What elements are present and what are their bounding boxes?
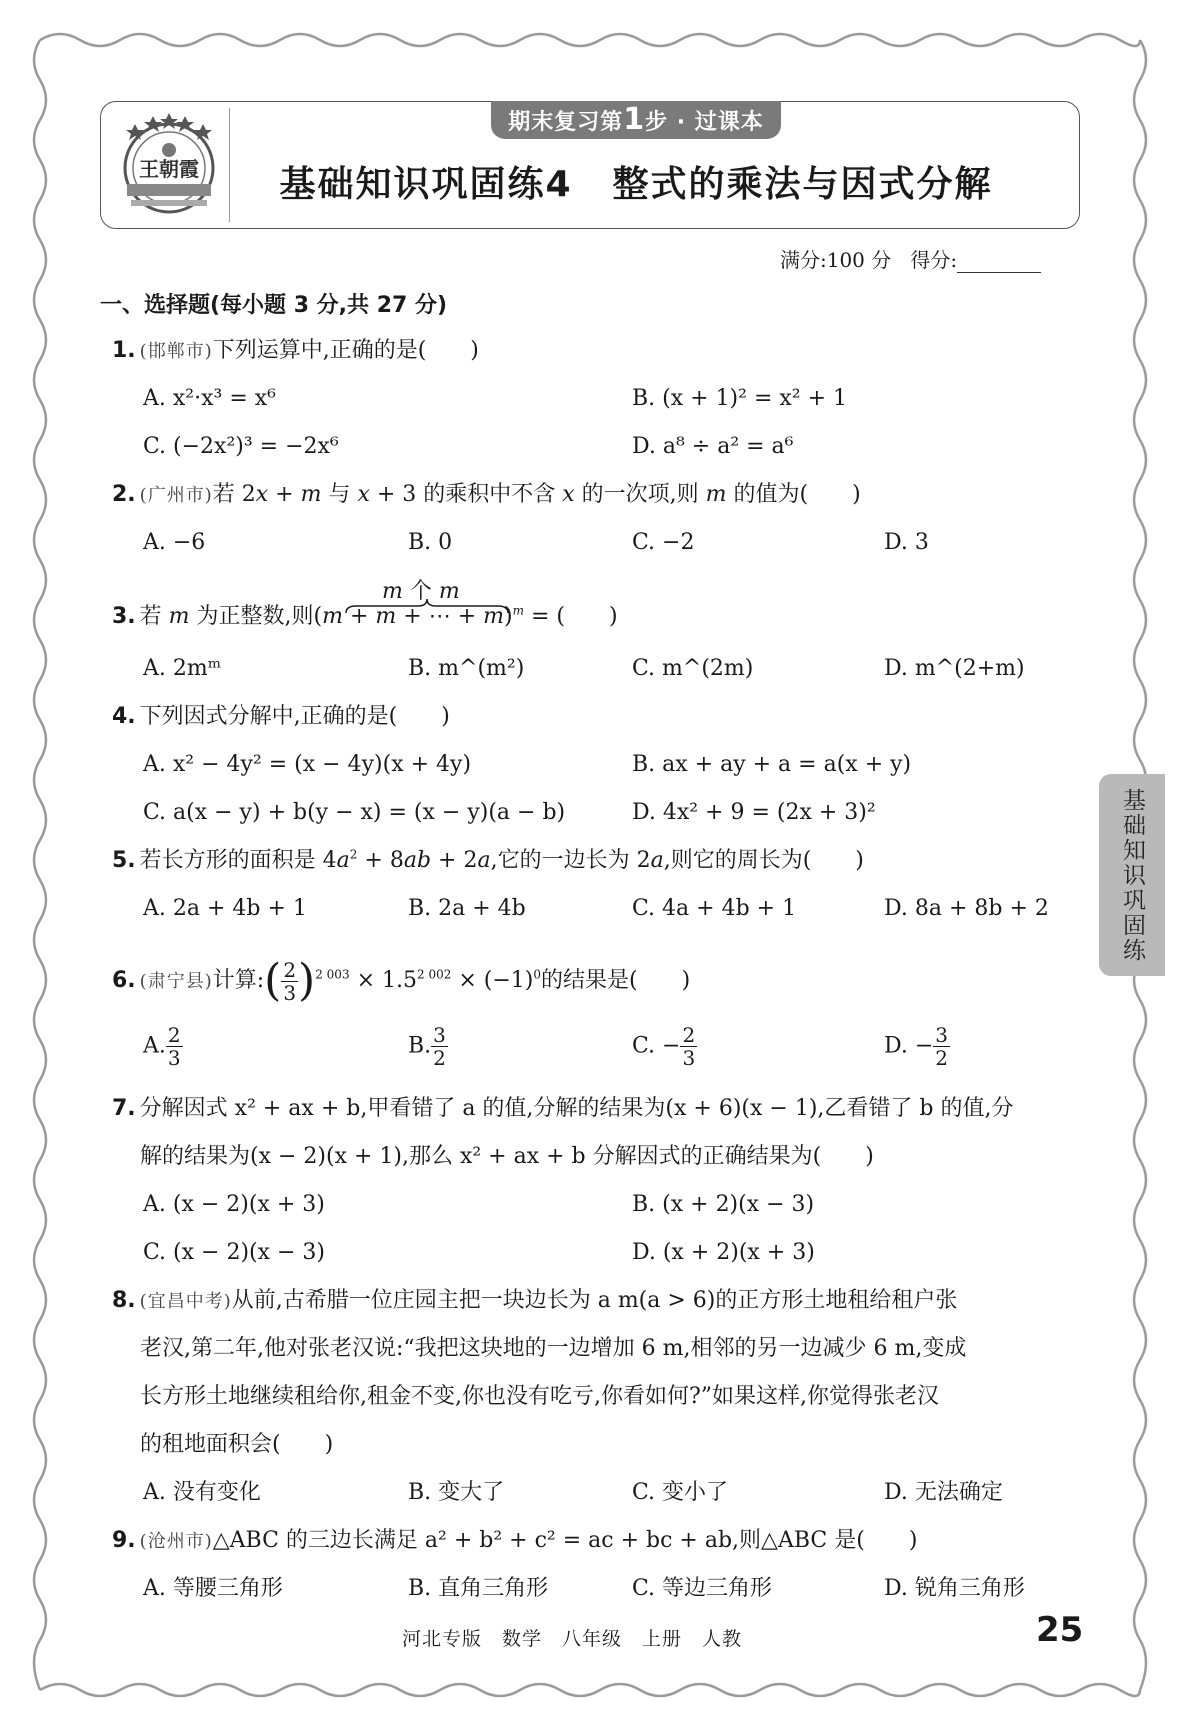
q3-option-a[interactable]: A. 2mᵐ: [143, 656, 222, 681]
q3-option-c[interactable]: C. m^(2m): [632, 656, 754, 681]
q4-option-b[interactable]: B. ax + ay + a = a(x + y): [632, 752, 912, 777]
q3-option-b[interactable]: B. m^(m²): [408, 656, 525, 681]
question-8-line-2: 老汉,第二年,他对张老汉说:“我把这块地的一边增加 6 m,相邻的另一边减少 6 m,变成: [140, 1336, 967, 1361]
q7-option-a[interactable]: A. (x − 2)(x + 3): [143, 1192, 325, 1217]
q1-option-b[interactable]: B. (x + 1)² = x² + 1: [632, 386, 848, 411]
q4-option-a[interactable]: A. x² − 4y² = (x − 4y)(x + 4y): [143, 752, 472, 777]
question-1: 1. (邯郸市)下列运算中,正确的是( ): [112, 338, 479, 363]
q5-option-d[interactable]: D. 8a + 8b + 2: [884, 896, 1049, 921]
page-number: 25: [1036, 1610, 1084, 1650]
page-title: 基础知识巩固练4 整式的乘法与因式分解: [279, 164, 993, 205]
question-4: 4. 下列因式分解中,正确的是( ): [112, 704, 450, 729]
question-8-line-4: 的租地面积会( ): [140, 1432, 334, 1457]
question-8-line-3: 长方形土地继续租给你,租金不变,你也没有吃亏,你看如何?”如果这样,你觉得张老汉: [140, 1384, 940, 1409]
question-8: 8. (宜昌中考)从前,古希腊一位庄园主把一块边长为 a m(a > 6)的正方形土地租给租户张: [112, 1288, 958, 1313]
q3-brace-label: m 个 m: [382, 579, 460, 604]
q6-option-a[interactable]: A. $\frac{2}{3}$: [143, 1023, 181, 1070]
q9-option-c[interactable]: C. 等边三角形: [632, 1576, 773, 1601]
q6-option-b[interactable]: B. $\frac{3}{2}$: [408, 1023, 446, 1070]
review-step-tab: 期末复习第1步 · 过课本: [491, 101, 781, 139]
question-3: 3. 若 m 为正整数,则(m + m + ⋯ + m)$^m$ = ( ): [112, 603, 618, 629]
q2-option-c[interactable]: C. −2: [632, 530, 695, 555]
question-5: 5. 若长方形的面积是 $4a^2 + 8ab + 2a$,它的一边长为 2a,则它的周长为( ): [112, 847, 864, 873]
question-2: 2. (广州市)若 2x + m 与 x + 3 的乘积中不含 x 的一次项,则 m 的值为( ): [112, 482, 861, 507]
question-7: 7. 分解因式 x² + ax + b,甲看错了 a 的值,分解的结果为(x + 6)(x − 1),乙看错了 b 的值,分: [112, 1096, 1014, 1121]
q6-option-d[interactable]: D. − $\frac{3}{2}$: [884, 1023, 949, 1070]
q4-option-c[interactable]: C. a(x − y) + b(y − x) = (x − y)(a − b): [143, 800, 566, 825]
q5-option-a[interactable]: A. 2a + 4b + 1: [143, 896, 307, 921]
q5-option-b[interactable]: B. 2a + 4b: [408, 896, 526, 921]
q9-option-b[interactable]: B. 直角三角形: [408, 1576, 549, 1601]
score-line: 满分:100 分 得分:: [780, 244, 1080, 273]
q9-option-d[interactable]: D. 锐角三角形: [884, 1576, 1025, 1601]
q1-option-a[interactable]: A. x²·x³ = x⁶: [143, 386, 276, 411]
score-blank[interactable]: [957, 254, 1041, 273]
q8-option-d[interactable]: D. 无法确定: [884, 1480, 1003, 1505]
q7-option-b[interactable]: B. (x + 2)(x − 3): [632, 1192, 815, 1217]
q4-option-d[interactable]: D. 4x² + 9 = (2x + 3)²: [632, 800, 876, 825]
q6-option-c[interactable]: C. − $\frac{2}{3}$: [632, 1023, 696, 1070]
q8-option-c[interactable]: C. 变小了: [632, 1480, 729, 1505]
q8-option-a[interactable]: A. 没有变化: [143, 1480, 261, 1505]
footer-edition: 河北专版 数学 八年级 上册 人教: [402, 1628, 743, 1650]
q2-option-a[interactable]: A. −6: [143, 530, 206, 555]
side-section-tab: 基础知识巩固练: [1099, 774, 1165, 976]
q8-option-b[interactable]: B. 变大了: [408, 1480, 505, 1505]
svg-text:王朝霞: 王朝霞: [139, 157, 199, 181]
q5-option-c[interactable]: C. 4a + 4b + 1: [632, 896, 797, 921]
q7-option-c[interactable]: C. (x − 2)(x − 3): [143, 1240, 326, 1265]
q2-option-d[interactable]: D. 3: [884, 530, 929, 555]
question-6: 6. (肃宁县)计算:( $\frac{2}{3}$ )$^{2 003} \times 1.5^{2 002} \times (-1)^0$的结果是( ): [112, 955, 691, 1006]
q1-option-c[interactable]: C. (−2x²)³ = −2x⁶: [143, 434, 339, 459]
question-9: 9. (沧州市)△ABC 的三边长满足 a² + b² + c² = ac + bc + ab,则△ABC 是( ): [112, 1528, 918, 1553]
question-7-line-2: 解的结果为(x − 2)(x + 1),那么 x² + ax + b 分解因式的正确结果为( ): [140, 1144, 874, 1169]
q2-option-b[interactable]: B. 0: [408, 530, 453, 555]
title-header: [100, 101, 1080, 229]
section-title: 一、选择题(每小题 3 分,共 27 分): [100, 293, 448, 318]
q1-option-d[interactable]: D. a⁸ ÷ a² = a⁶: [632, 434, 794, 459]
q7-option-d[interactable]: D. (x + 2)(x + 3): [632, 1240, 815, 1265]
logo-divider: [229, 108, 230, 222]
q3-option-d[interactable]: D. m^(2+m): [884, 656, 1025, 681]
q9-option-a[interactable]: A. 等腰三角形: [143, 1576, 283, 1601]
publisher-logo: [115, 110, 223, 220]
